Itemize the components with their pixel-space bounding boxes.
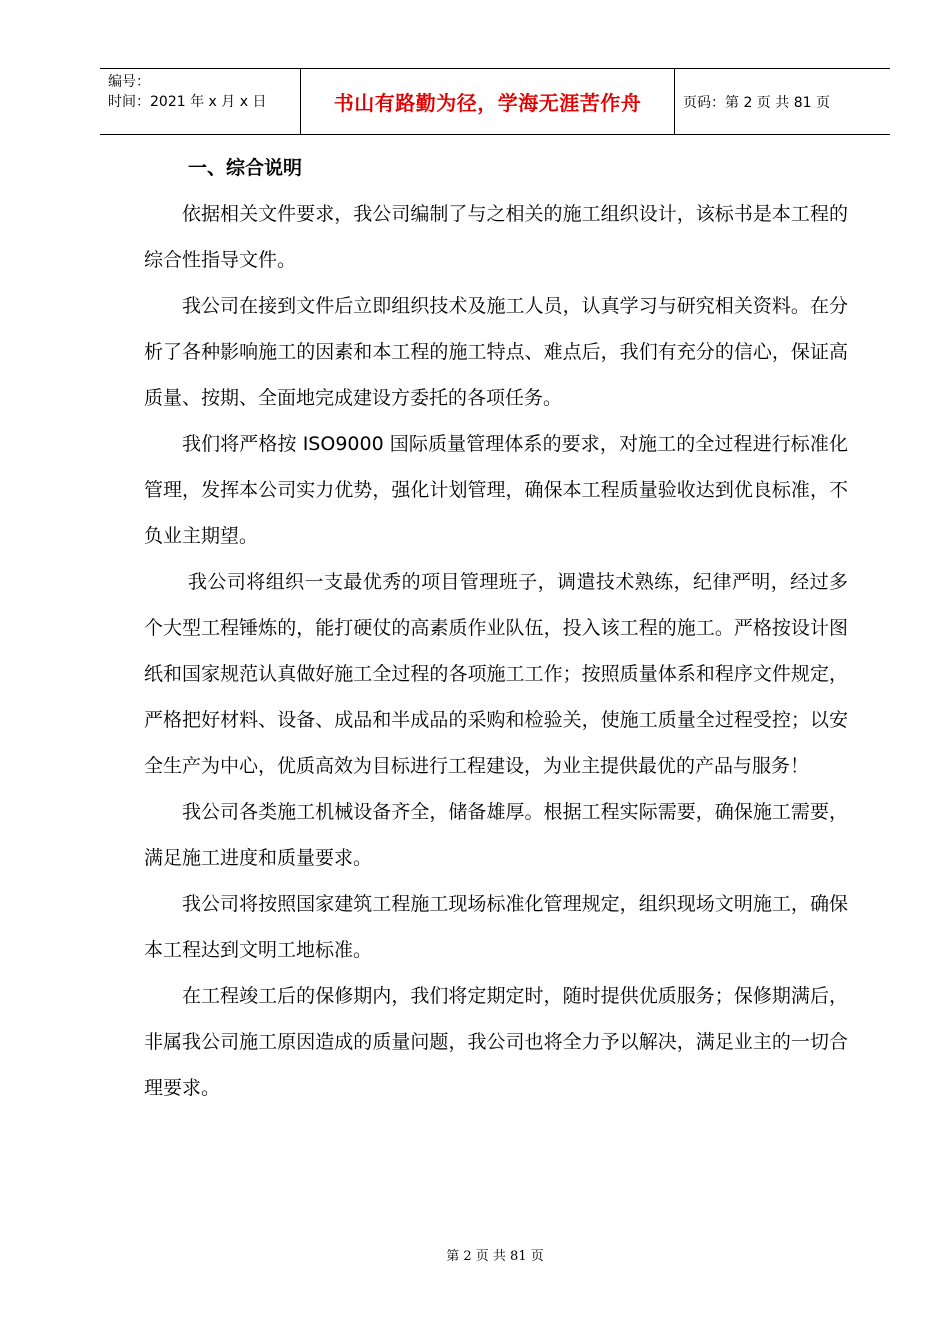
page-info-text: 页码：第 2 页 共 81 页 [683,94,830,111]
page-footer [0,1245,950,1264]
header-page-info [675,69,890,134]
time-label: 时间：2021 年 x 月 x 日 [108,94,267,110]
header-meta [100,69,301,134]
header-motto-cell [301,69,675,134]
document-body [144,154,848,1111]
paragraph: 我公司将按照国家建筑工程施工现场标准化管理规定，组织现场文明施工，确保本工程达到文明工地标准。 [144,893,848,961]
page-header [100,68,890,135]
paragraph: 我公司在接到文件后立即组织技术及施工人员，认真学习与研究相关资料。在分析了各种影响施工的因素和本工程的施工特点、难点后，我们有充分的信心，保证高质量、按期、全面地完成建设方委托的各项任务。 [144,295,848,409]
footer-page-number: 第 2 页 共 81 页 [446,1249,544,1264]
code-label: 编号： [108,74,150,90]
section-heading: 一、综合说明 [188,157,303,179]
paragraph: 我公司各类施工机械设备齐全，储备雄厚。根据工程实际需要，确保施工需要，满足施工进度和质量要求。 [144,801,848,869]
motto-text: 书山有路勤为径，学海无涯苦作舟 [333,91,642,115]
paragraph: 在工程竣工后的保修期内，我们将定期定时，随时提供优质服务；保修期满后，非属我公司施工原因造成的质量问题，我公司也将全力予以解决，满足业主的一切合理要求。 [144,985,848,1099]
paragraph: 我们将严格按 ISO9000 国际质量管理体系的要求，对施工的全过程进行标准化管理，发挥本公司实力优势，强化计划管理，确保本工程质量验收达到优良标准，不负业主期望。 [144,433,848,547]
paragraph: 依据相关文件要求，我公司编制了与之相关的施工组织设计，该标书是本工程的综合性指导文件。 [144,203,848,271]
paragraph: 我公司将组织一支最优秀的项目管理班子，调遣技术熟练，纪律严明，经过多个大型工程锤炼的，能打硬仗的高素质作业队伍，投入该工程的施工。严格按设计图纸和国家规范认真做好施工全过程的各项施工工作；按照质量体系和程序文件规定，严格把好材料、设备、成品和半成品的采购和检验关，使施工质量全过程受控；以安全生产为中心，优质高效为目标进行工程建设，为业主提供最优的产品与服务！ [144,571,848,777]
